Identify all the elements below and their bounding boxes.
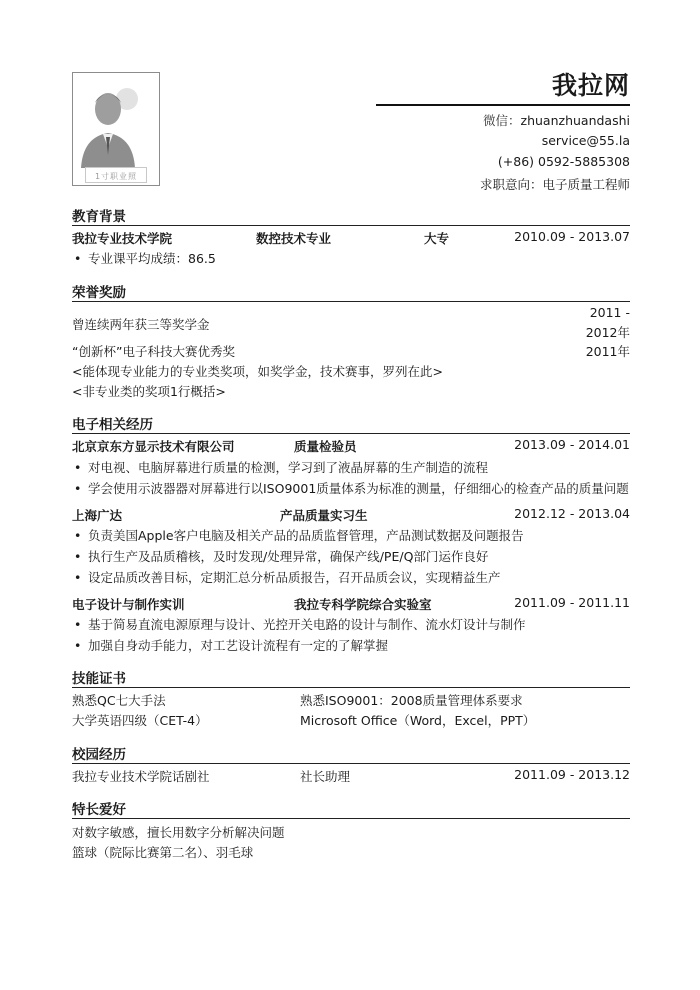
honor-item: 曾连续两年获三等奖学金 [72,317,210,332]
section-divider [72,687,630,688]
section-title-education: 教育背景 [72,209,126,225]
degree: 大专 [424,231,450,246]
campus-period: 2011.09 - 2013.12 [514,767,630,782]
photo-caption: 1寸职业照 [94,172,138,181]
job-intent-value: 电子质量工程师 [542,177,630,192]
list-item: • 负责美国Apple客户电脑及相关产品的品质监督管理，产品测试数据及问题报告 [74,526,524,544]
section-title-campus: 校园经历 [72,747,126,763]
job-org: 上海广达 [72,508,123,523]
section-divider [72,225,630,226]
campus-role: 社长助理 [300,769,351,784]
section-divider [72,818,630,819]
job-org: 电子设计与制作实训 [72,597,185,612]
job-row [72,437,630,457]
job-org: 北京京东方显示技术有限公司 [72,439,235,454]
job-intent-line [480,175,630,193]
hobby-item: 对数字敏感，擅长用数字分析解决问题 [72,825,285,840]
name-divider [376,104,630,106]
education-period: 2010.09 - 2013.07 [514,229,630,244]
major: 数控技术专业 [256,231,332,246]
section-divider [72,763,630,764]
section-title-honors: 荣誉奖励 [72,285,126,301]
section-title-hobbies: 特长爱好 [72,802,126,818]
skills-row [72,691,630,711]
hobby-item: 篮球（院际比赛第二名）、羽毛球 [72,845,254,860]
job-period: 2013.09 - 2014.01 [514,437,630,452]
job-role: 产品质量实习生 [280,508,368,523]
honor-item: “创新杯”电子科技大赛优秀奖 [72,344,235,359]
wechat-label: 微信： [483,113,521,128]
honor-note: <非专业类的奖项1行概括> [72,384,226,399]
job-intent-label: 求职意向： [479,177,543,192]
section-title-experience: 电子相关经历 [72,417,153,433]
email[interactable]: service@55.la [541,133,630,148]
phone: (+86) 0592-5885308 [497,154,630,169]
job-role: 质量检验员 [294,439,357,454]
wechat-value: zhuanzhuandashi [520,113,630,128]
job-row [72,506,630,526]
honor-date: 2011年 [585,344,630,359]
skill-item: 大学英语四级（CET-4） [72,713,208,728]
honor-date: 2012年 [585,325,630,340]
job-row [72,595,630,615]
list-item: • 专业课平均成绩：86.5 [74,249,216,267]
wechat-line [483,111,630,129]
list-item: • 加强自身动手能力，对工艺设计流程有一定的了解掌握 [74,636,388,654]
candidate-name: 我拉网 [551,71,630,100]
profile-photo [72,72,160,186]
campus-row [72,767,630,787]
job-role: 我拉专科学院综合实验室 [294,597,432,612]
skill-item: 熟悉QC七大手法 [72,693,166,708]
campus-org: 我拉专业技术学院话剧社 [72,769,210,784]
honor-date: 2011 - [589,305,630,320]
job-period: 2012.12 - 2013.04 [514,506,630,521]
skill-item: 熟悉ISO9001：2008质量管理体系要求 [300,693,523,708]
list-item: • 对电视、电脑屏幕进行质量的检测，学习到了液晶屏幕的生产制造的流程 [74,458,488,476]
list-item: • 执行生产及品质稽核，及时发现/处理异常，确保产线/PE/Q部门运作良好 [74,547,488,565]
school-name: 我拉专业技术学院 [72,231,173,246]
skill-item: Microsoft Office（Word，Excel，PPT） [300,713,536,728]
list-item: • 学会使用示波器器对屏幕进行以ISO9001质量体系为标准的测量，仔细细心的检查产品的质量问题 [74,479,629,497]
section-divider [72,301,630,302]
honor-note: <能体现专业能力的专业类奖项，如奖学金，技术赛事，罗列在此> [72,364,443,379]
list-item: • 基于简易直流电源原理与设计、光控开关电路的设计与制作、流水灯设计与制作 [74,615,526,633]
skills-row [72,711,630,731]
job-period: 2011.09 - 2011.11 [514,595,630,610]
section-divider [72,433,630,434]
education-row [72,229,630,249]
list-item: • 设定品质改善目标，定期汇总分析品质报告，召开品质会议，实现精益生产 [74,568,501,586]
section-title-skills: 技能证书 [72,671,126,687]
